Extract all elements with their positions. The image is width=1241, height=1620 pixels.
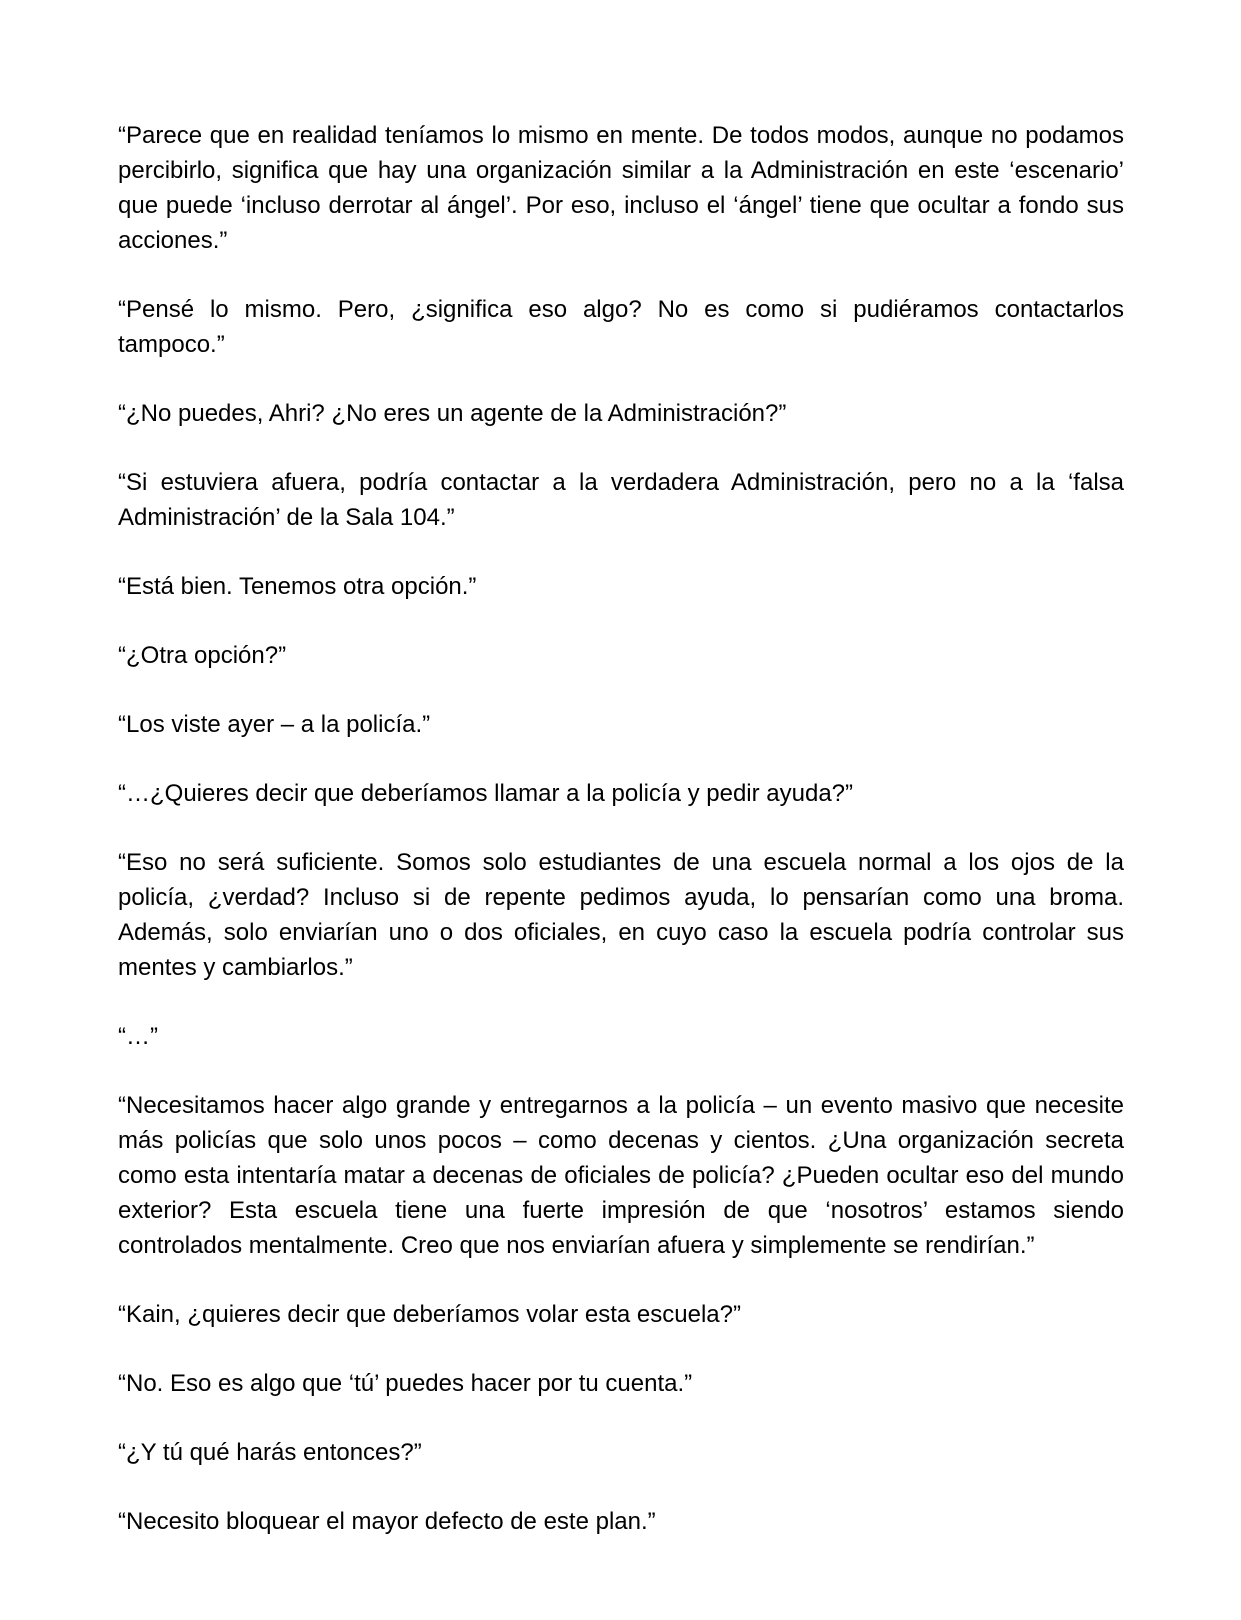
paragraph: “No. Eso es algo que ‘tú’ puedes hacer por tu cuenta.” (118, 1370, 693, 1397)
paragraph: “Parece que en realidad teníamos lo mismo en mente. De todos modos, aunque no podamos percibirlo, significa que hay una organización similar a la Administración en este ‘escenario’ que puede ‘incluso derrotar al ángel’. Por eso, incluso el ‘ángel’ tiene que ocultar a fondo sus acciones.” (118, 122, 1124, 254)
paragraph: “Si estuviera afuera, podría contactar a la verdadera Administración, pero no a la ‘falsa Administración’ de la Sala 104.” (118, 469, 1124, 531)
paragraph: “…¿Quieres decir que deberíamos llamar a la policía y pedir ayuda?” (118, 780, 854, 807)
paragraph: “Pensé lo mismo. Pero, ¿significa eso algo? No es como si pudiéramos contactarlos tampoco.” (118, 296, 1124, 358)
paragraph: “Kain, ¿quieres decir que deberíamos volar esta escuela?” (118, 1301, 741, 1328)
paragraph: “¿Otra opción?” (118, 642, 287, 669)
paragraph: “Necesito bloquear el mayor defecto de este plan.” (118, 1508, 656, 1535)
paragraph: “¿Y tú qué harás entonces?” (118, 1439, 422, 1466)
document-body (118, 118, 1124, 1573)
paragraph: “Eso no será suficiente. Somos solo estudiantes de una escuela normal a los ojos de la policía, ¿verdad? Incluso si de repente pedimos ayuda, lo pensarían como una broma. Además, solo enviarían uno o dos oficiales, en cuyo caso la escuela podría controlar sus mentes y cambiarlos.” (118, 849, 1124, 981)
paragraph: “Necesitamos hacer algo grande y entregarnos a la policía – un evento masivo que necesite más policías que solo unos pocos – como decenas y cientos. ¿Una organización secreta como esta intentaría matar a decenas de oficiales de policía? ¿Pueden ocultar eso del mundo exterior? Esta escuela tiene una fuerte impresión de que ‘nosotros’ estamos siendo controlados mentalmente. Creo que nos enviarían afuera y simplemente se rendirían.” (118, 1092, 1124, 1259)
paragraph: “Está bien. Tenemos otra opción.” (118, 573, 477, 600)
paragraph: “¿No puedes, Ahri? ¿No eres un agente de la Administración?” (118, 400, 787, 427)
paragraph: “…” (118, 1023, 158, 1050)
paragraph: “Los viste ayer – a la policía.” (118, 711, 431, 738)
